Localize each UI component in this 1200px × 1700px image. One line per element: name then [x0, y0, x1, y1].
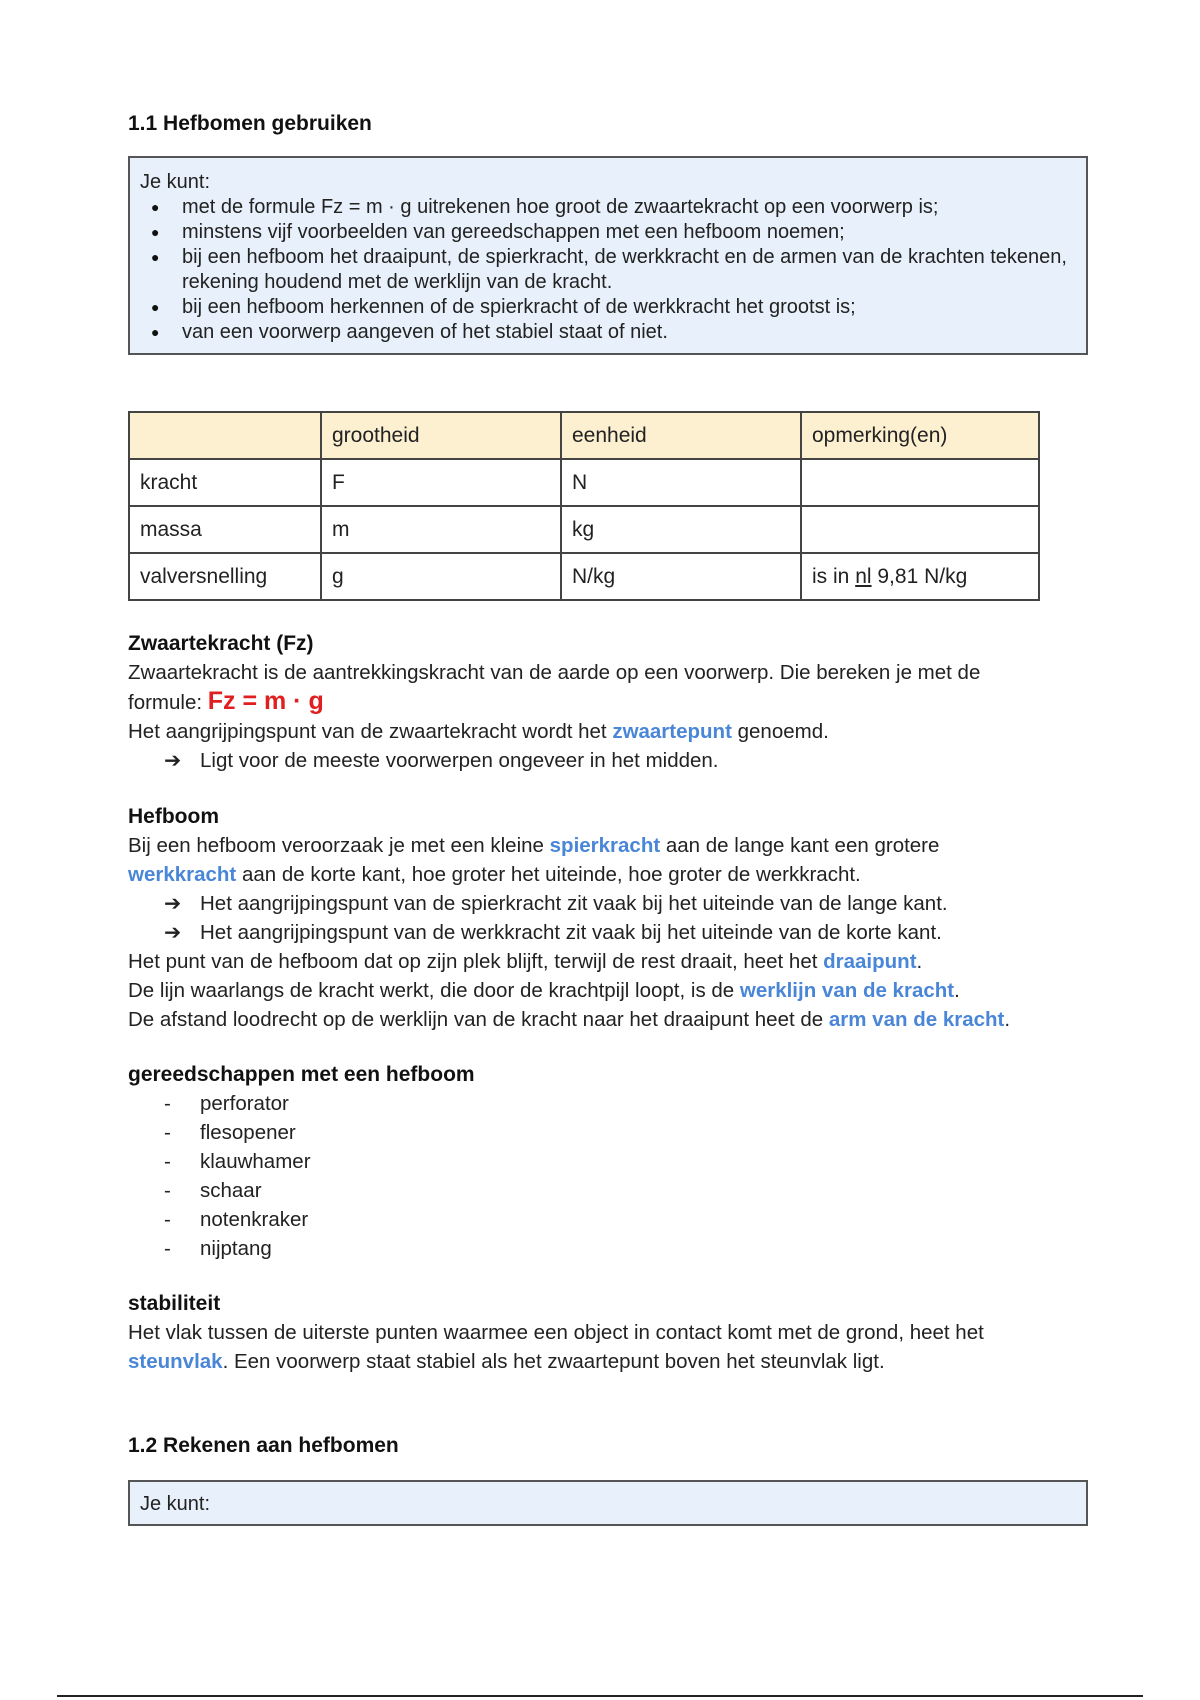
- formula-prefix: formule:: [128, 691, 208, 714]
- goal-item: ● bij een hefboom herkennen of de spierkracht of de werkkracht het grootst is;: [182, 295, 1076, 320]
- paragraph-line: [128, 1005, 1088, 1034]
- text: Bij een hefboom veroorzaak je met een kleine: [128, 834, 550, 857]
- paragraph-line: [128, 717, 1088, 746]
- table-cell: kg: [561, 506, 801, 553]
- text: .: [954, 979, 960, 1002]
- zwaartekracht-title: Zwaartekracht (Fz): [128, 632, 314, 655]
- table-cell: valversnelling: [129, 553, 321, 600]
- box-intro: Je kunt:: [140, 171, 211, 193]
- paragraph-line: Het vlak tussen de uiterste punten waarmee een object in contact komt met de grond, heet het: [128, 1321, 984, 1344]
- note-underlined: nl: [855, 564, 872, 588]
- text: Het aangrijpingspunt van de zwaartekracht wordt het: [128, 720, 613, 743]
- table-cell: massa: [129, 506, 321, 553]
- quantities-table: [128, 411, 1040, 601]
- hefboom-section: [128, 802, 1088, 1034]
- term-arm: arm van de kracht: [828, 1008, 1005, 1031]
- table-cell: g: [321, 553, 561, 600]
- table-row: [129, 459, 1039, 506]
- text: .: [1004, 1008, 1011, 1031]
- tool-name: perforator: [200, 1092, 289, 1115]
- table-cell: m: [321, 506, 561, 553]
- text: aan de korte kant, hoe groter het uiteinde, hoe groter de werkkracht.: [236, 863, 861, 886]
- list-item: [128, 1118, 1088, 1147]
- table-cell: [801, 459, 1039, 506]
- table-header-cell: eenheid: [561, 412, 801, 459]
- arrow-text: Het aangrijpingspunt van de spierkracht zit vaak bij het uiteinde van de lange kant.: [200, 892, 948, 915]
- list-item: [128, 1089, 1088, 1118]
- term-spierkracht: spierkracht: [549, 834, 661, 857]
- arrow-point: [128, 889, 1088, 918]
- term-zwaartepunt: zwaartepunt: [612, 720, 732, 743]
- hefboom-title: Hefboom: [128, 805, 219, 828]
- list-item: [128, 1176, 1088, 1205]
- goal-item: ● van een voorwerp aangeven of het stabiel staat of niet.: [182, 320, 1076, 345]
- text: genoemd.: [731, 720, 829, 743]
- tool-name: schaar: [200, 1179, 262, 1202]
- gereedschappen-section: [128, 1060, 1088, 1263]
- arrow-icon: ➔: [164, 921, 182, 944]
- dash-bullet: -: [164, 1121, 171, 1144]
- table-row: [129, 506, 1039, 553]
- text: Het punt van de hefboom dat op zijn plek blijft, terwijl de rest draait, heet het: [128, 950, 824, 973]
- dash-bullet: -: [164, 1179, 171, 1202]
- term-werkkracht: werkkracht: [128, 863, 237, 886]
- table-cell: N/kg: [561, 553, 801, 600]
- goal-item: ● minstens vijf voorbeelden van gereedschappen met een hefboom noemen;: [182, 220, 1076, 245]
- table-cell: F: [321, 459, 561, 506]
- note-prefix: is in: [812, 564, 856, 588]
- list-item: [128, 1147, 1088, 1176]
- tool-name: klauwhamer: [200, 1150, 311, 1173]
- stabiliteit-title: stabiliteit: [128, 1292, 221, 1315]
- table-header-row: [129, 412, 1039, 459]
- text: De afstand loodrecht op de werklijn van de kracht naar het draaipunt heet de: [128, 1008, 829, 1031]
- paragraph-line: [128, 860, 1088, 889]
- document-page: [128, 112, 1088, 1526]
- term-steunvlak: steunvlak: [128, 1350, 223, 1373]
- dash-bullet: -: [164, 1237, 171, 1260]
- table-row: [129, 553, 1039, 600]
- table-header-cell: opmerking(en): [801, 412, 1039, 459]
- learning-goals-box-2: [128, 1480, 1088, 1526]
- table-cell: [801, 506, 1039, 553]
- table-cell: kracht: [129, 459, 321, 506]
- dash-bullet: -: [164, 1092, 171, 1115]
- text: aan de lange kant een grotere: [660, 834, 940, 857]
- arrow-icon: ➔: [164, 749, 182, 772]
- arrow-icon: ➔: [164, 892, 182, 915]
- list-item: [128, 1205, 1088, 1234]
- tool-name: nijptang: [200, 1237, 272, 1260]
- section-2-title: 1.2 Rekenen aan hefbomen: [128, 1434, 399, 1457]
- paragraph-line: [128, 1347, 1088, 1376]
- table-header-cell: [129, 412, 321, 459]
- text: . Een voorwerp staat stabiel als het zwaartepunt boven het steunvlak ligt.: [222, 1350, 885, 1373]
- goals-list: [140, 195, 1076, 345]
- term-draaipunt: draaipunt: [823, 950, 917, 973]
- table-header-cell: grootheid: [321, 412, 561, 459]
- zwaartekracht-section: [128, 629, 1088, 775]
- table-note-cell: [801, 553, 1039, 600]
- formula: Fz = m · g: [207, 687, 324, 715]
- arrow-text: Ligt voor de meeste voorwerpen ongeveer in het midden.: [200, 749, 719, 772]
- paragraph-line: [128, 976, 1088, 1005]
- tool-name: notenkraker: [200, 1208, 309, 1231]
- stabiliteit-section: [128, 1289, 1088, 1376]
- learning-goals-box: [128, 156, 1088, 355]
- paragraph-line: Zwaartekracht is de aantrekkingskracht van de aarde op een voorwerp. Die bereken je met de: [128, 661, 981, 684]
- gereedschappen-title: gereedschappen met een hefboom: [128, 1063, 475, 1086]
- footer-divider: [57, 1695, 1143, 1697]
- tool-name: flesopener: [200, 1121, 296, 1144]
- table-cell: N: [561, 459, 801, 506]
- arrow-point: [128, 918, 1088, 947]
- paragraph-line: [128, 947, 1088, 976]
- list-item: [128, 1234, 1088, 1263]
- goal-item: ● bij een hefboom het draaipunt, de spierkracht, de werkkracht en de armen van de krachten tekenen, rekening houdend met de werklijn van de kracht.: [182, 245, 1076, 295]
- text: De lijn waarlangs de kracht werkt, die door de krachtpijl loopt, is de: [128, 979, 740, 1002]
- dash-bullet: -: [164, 1208, 171, 1231]
- term-werklijn: werklijn van de kracht: [739, 979, 955, 1002]
- dash-bullet: -: [164, 1150, 171, 1173]
- formula-line: [128, 687, 1088, 717]
- note-suffix: 9,81 N/kg: [871, 564, 968, 588]
- arrow-text: Het aangrijpingspunt van de werkkracht zit vaak bij het uiteinde van de korte kant.: [200, 921, 942, 944]
- paragraph-line: [128, 831, 1088, 860]
- box-intro: Je kunt:: [140, 1493, 211, 1515]
- goal-item: ● met de formule Fz = m · g uitrekenen hoe groot de zwaartekracht op een voorwerp is;: [182, 195, 1076, 220]
- section-1-title: 1.1 Hefbomen gebruiken: [128, 112, 372, 135]
- arrow-point: [128, 746, 1088, 775]
- text: .: [916, 950, 923, 973]
